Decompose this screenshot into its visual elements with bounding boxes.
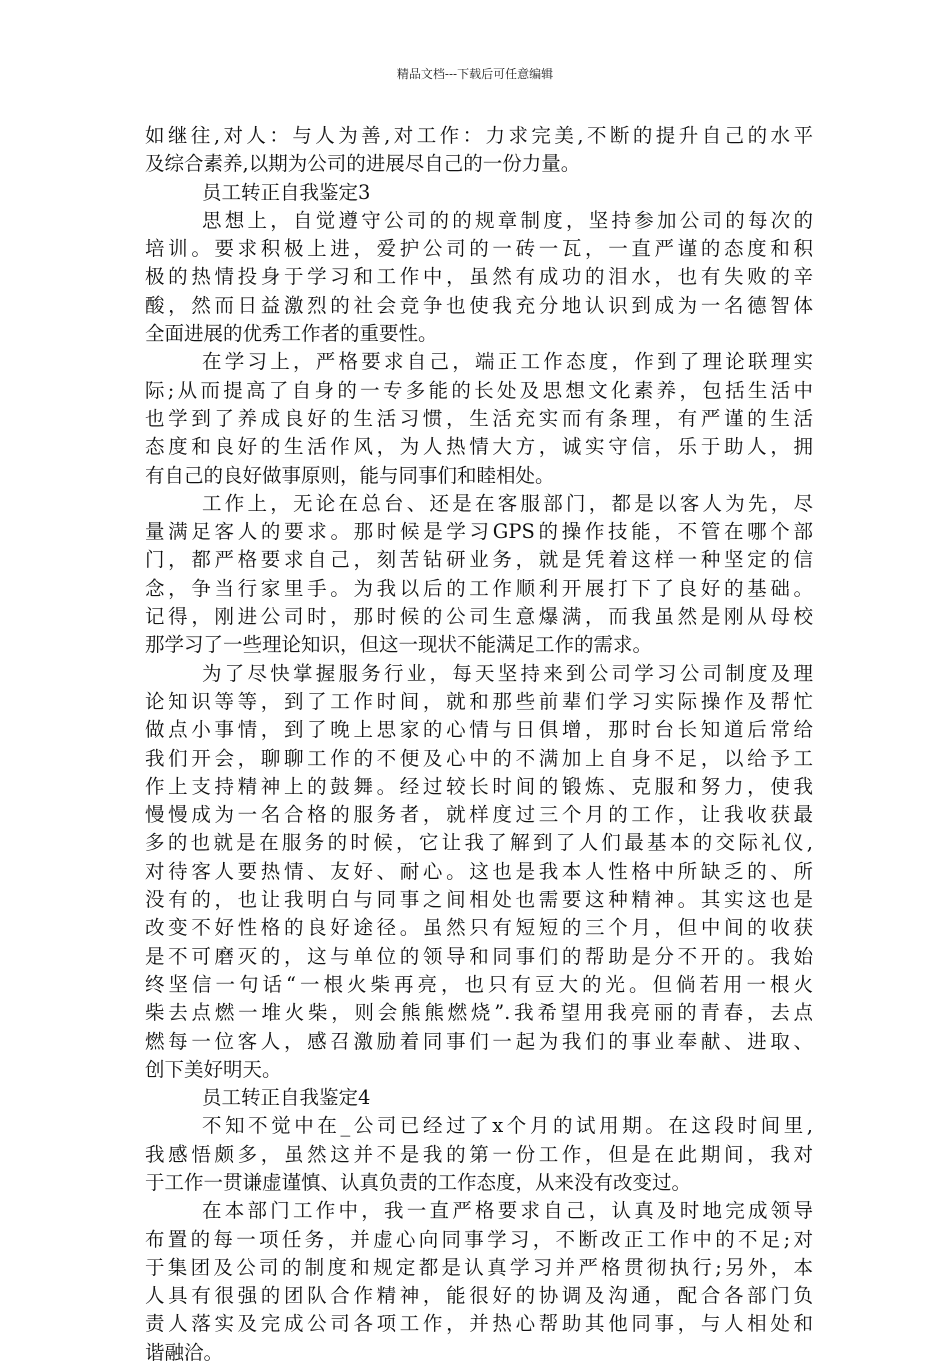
text-line: 创下美好明天。 <box>145 1057 282 1081</box>
section-heading: 员工转正自我鉴定4 <box>202 1086 371 1110</box>
text-line: 那学习了一些理论知识，但这一现状不能满足工作的需求。 <box>145 633 653 657</box>
page-header: 精品文档---下载后可任意编辑 <box>396 67 554 81</box>
text-line: 为了尽快掌握服务行业，每天坚持来到公司学习公司制度及理 <box>202 661 813 685</box>
text-line: 燃每一位客人，感召激励着同事们一起为我们的事业奉献、进取、 <box>145 1029 813 1053</box>
text-line: 多的也就是在服务的时候，它让我了解到了人们最基本的交际礼仪, <box>145 831 813 855</box>
text-line: 柴去点燃一堆火柴，则会熊熊燃烧”.我希望用我亮丽的青春，去点 <box>145 1001 813 1025</box>
text-line: 极的热情投身于学习和工作中，虽然有成功的泪水，也有失败的辛 <box>145 265 813 289</box>
text-line: 工作上，无论在总台、还是在客服部门，都是以客人为先，尽 <box>202 491 813 515</box>
text-line: 门，都严格要求自己，刻苦钻研业务，就是凭着这样一种坚定的信 <box>145 548 813 572</box>
text-line: 我感悟颇多，虽然这并不是我的第一份工作，但是在此期间，我对 <box>145 1142 813 1166</box>
text-line: 全面进展的优秀工作者的重要性。 <box>145 322 438 346</box>
text-line: 我们开会，聊聊工作的不便及心中的不满加上自身不足，以给予工 <box>145 746 813 770</box>
text-line: 在本部门工作中，我一直严格要求自己，认真及时地完成领导 <box>202 1199 813 1223</box>
text-line: 际;从而提高了自身的一专多能的长处及思想文化素养，包括生活中 <box>145 378 813 402</box>
text-line: 量满足客人的要求。那时候是学习GPS的操作技能，不管在哪个部 <box>145 520 813 544</box>
document-body <box>145 122 813 1367</box>
text-line: 培训。要求积极上进，爱护公司的一砖一瓦，一直严谨的态度和积 <box>145 237 813 261</box>
text-line: 谐融洽。 <box>145 1340 224 1364</box>
text-line: 作上支持精神上的鼓舞。经过较长时间的锻炼、克服和努力，使我 <box>145 774 813 798</box>
text-line: 做点小事情，到了晚上思家的心情与日俱增，那时台长知道后常给 <box>145 718 813 742</box>
text-line: 不知不觉中在_公司已经过了x个月的试用期。在这段时间里, <box>202 1114 813 1138</box>
text-line: 及综合素养,以期为公司的进展尽自己的一份力量。 <box>145 152 581 176</box>
text-line: 念，争当行家里手。为我以后的工作顺利开展打下了良好的基础。 <box>145 576 813 600</box>
text-line: 论知识等等，到了工作时间，就和那些前辈们学习实际操作及帮忙 <box>145 689 813 713</box>
section-heading: 员工转正自我鉴定3 <box>202 180 371 204</box>
text-line: 于工作一贯谦虚谨慎、认真负责的工作态度，从来没有改变过。 <box>145 1170 692 1194</box>
text-line: 思想上，自觉遵守公司的的规章制度，坚持参加公司的每次的 <box>202 208 813 232</box>
text-line: 没有的，也让我明白与同事之间相处也需要这种精神。其实这也是 <box>145 888 813 912</box>
text-line: 对待客人要热情、友好、耐心。这也是我本人性格中所缺乏的、所 <box>145 859 813 883</box>
text-line: 记得，刚进公司时，那时候的公司生意爆满，而我虽然是刚从母校 <box>145 605 813 629</box>
text-line: 责人落实及完成公司各项工作，并热心帮助其他同事，与人相处和 <box>145 1312 813 1336</box>
text-line: 终坚信一句话“一根火柴再亮，也只有豆大的光。但倘若用一根火 <box>145 972 813 996</box>
text-line: 是不可磨灭的，这与单位的领导和同事们的帮助是分不开的。我始 <box>145 944 813 968</box>
text-line: 有自己的良好做事原则，能与同事们和睦相处。 <box>145 463 555 487</box>
text-line: 在学习上，严格要求自己，端正工作态度，作到了理论联理实 <box>202 350 813 374</box>
text-line: 如继往,对人：与人为善,对工作：力求完美,不断的提升自己的水平 <box>145 124 813 147</box>
text-line: 人具有很强的团队合作精神，能很好的协调及沟通，配合各部门负 <box>145 1284 813 1308</box>
text-line: 布置的每一项任务，并虚心向同事学习，不断改正工作中的不足;对 <box>145 1227 813 1251</box>
text-line: 于集团及公司的制度和规定都是认真学习并严格贯彻执行;另外，本 <box>145 1255 813 1279</box>
text-line: 也学到了养成良好的生活习惯，生活充实而有条理，有严谨的生活 <box>145 406 813 430</box>
text-line: 态度和良好的生活作风，为人热情大方，诚实守信，乐于助人，拥 <box>145 435 813 459</box>
text-line: 慢慢成为一名合格的服务者，就样度过三个月的工作，让我收获最 <box>145 803 813 827</box>
text-line: 改变不好性格的良好途径。虽然只有短短的三个月，但中间的收获 <box>145 916 813 940</box>
text-line: 酸，然而日益激烈的社会竞争也使我充分地认识到成为一名德智体 <box>145 293 813 317</box>
